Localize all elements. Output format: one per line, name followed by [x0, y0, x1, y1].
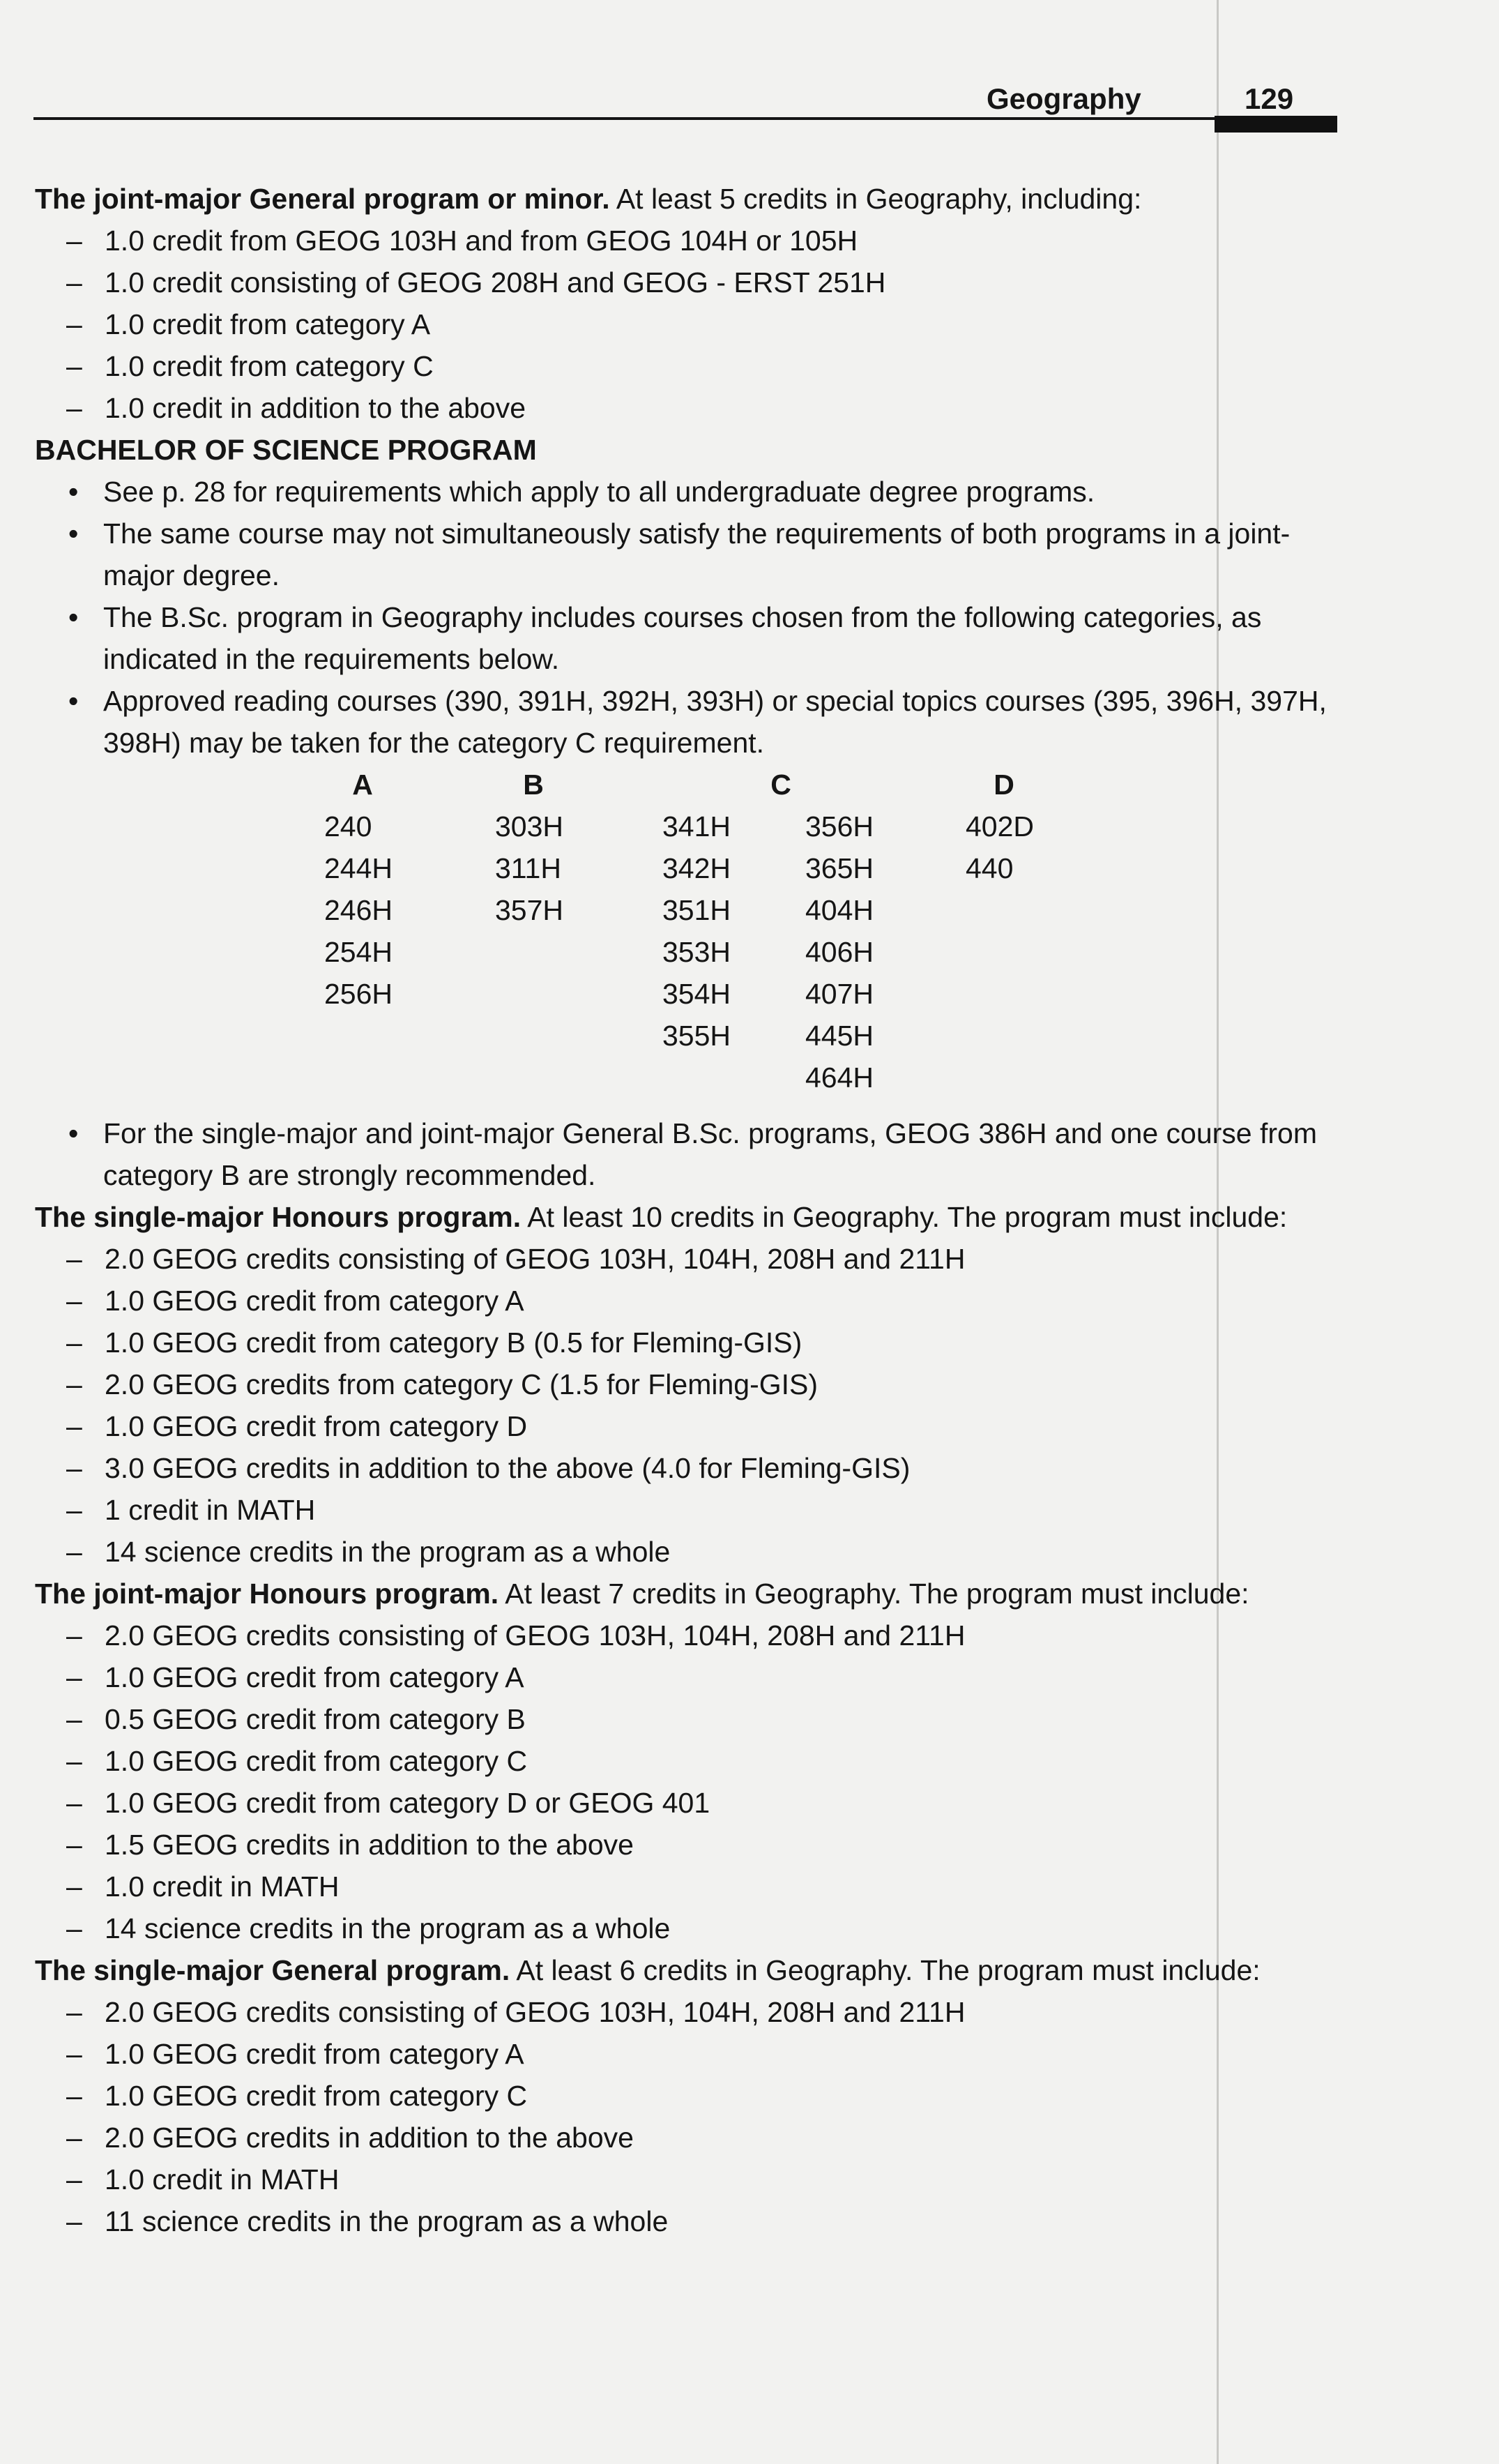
list-item: – 1.0 credit consisting of GEOG 208H and GEOG - ERST 251H	[35, 262, 1346, 303]
list-item: – 2.0 GEOG credits consisting of GEOG 103H, 104H, 208H and 211H	[35, 1991, 1346, 2033]
list-item: – 0.5 GEOG credit from category B	[35, 1698, 1346, 1740]
category-table	[35, 764, 1346, 1112]
list-item: – 1.0 GEOG credit from category A	[35, 1280, 1346, 1322]
list-item: – 3.0 GEOG credits in addition to the above (4.0 for Fleming-GIS)	[35, 1447, 1346, 1489]
course-code: 404H	[805, 894, 874, 926]
course-code: 351H	[662, 894, 731, 926]
course-code: 246H	[324, 894, 393, 926]
list-item: – 1.0 credit from category A	[35, 303, 1346, 345]
list-item: – 1.0 GEOG credit from category A	[35, 1656, 1346, 1698]
category-column-b	[495, 764, 572, 931]
category-column-d	[966, 764, 1042, 889]
bsc-bullet: • See p. 28 for requirements which apply to all undergraduate degree programs.	[35, 471, 1346, 513]
bsc-bullet: • The same course may not simultaneously satisfy the requirements of both programs in a joint- major degree.	[35, 513, 1346, 596]
single-general-heading: The single-major General program. At least 6 credits in Geography. The program must include:	[35, 1954, 1261, 1986]
list-item: – 1.0 GEOG credit from category A	[35, 2033, 1346, 2075]
list-item: – 1.0 GEOG credit from category B (0.5 for Fleming-GIS)	[35, 1322, 1346, 1363]
list-item: – 1.0 credit in MATH	[35, 2159, 1346, 2200]
single-honours-list	[35, 1238, 1346, 1573]
joint-general-heading: The joint-major General program or minor. At least 5 credits in Geography, including:	[35, 183, 1142, 215]
list-item: – 11 science credits in the program as a whole	[35, 2200, 1346, 2242]
single-general-list	[35, 1991, 1346, 2242]
list-item: – 1 credit in MATH	[35, 1489, 1346, 1531]
bsc-recommendation: • For the single-major and joint-major General B.Sc. programs, GEOG 386H and one course from category B are strongly recommended.	[35, 1112, 1346, 1196]
course-code: 407H	[805, 978, 874, 1010]
course-code: 354H	[662, 978, 731, 1010]
category-header: C	[770, 769, 791, 801]
course-code: 365H	[805, 852, 874, 884]
course-code: 356H	[805, 810, 874, 842]
category-column-a	[324, 764, 401, 1015]
page-content	[35, 178, 1346, 2242]
course-code: 311H	[495, 852, 561, 884]
category-column-c	[662, 764, 791, 1057]
course-code: 244H	[324, 852, 393, 884]
joint-general-list	[35, 220, 1346, 429]
course-code: 357H	[495, 894, 564, 926]
page-number: 129	[1245, 82, 1294, 115]
course-code: 342H	[662, 852, 731, 884]
course-code: 303H	[495, 810, 564, 842]
running-header-title: Geography	[987, 82, 1141, 115]
course-code: 406H	[805, 936, 874, 968]
list-item: – 1.0 GEOG credit from category C	[35, 1740, 1346, 1782]
header-tab	[1215, 116, 1337, 133]
course-code: 355H	[662, 1020, 731, 1052]
list-item: – 1.0 GEOG credit from category D	[35, 1405, 1346, 1447]
list-item: – 14 science credits in the program as a whole	[35, 1531, 1346, 1573]
category-column-c-continued	[805, 764, 874, 1098]
list-item: – 1.5 GEOG credits in addition to the above	[35, 1824, 1346, 1866]
course-code: 445H	[805, 1020, 874, 1052]
list-item: – 1.0 GEOG credit from category D or GEOG 401	[35, 1782, 1346, 1824]
joint-honours-list	[35, 1615, 1346, 1949]
list-item: – 14 science credits in the program as a whole	[35, 1907, 1346, 1949]
category-header: D	[994, 769, 1014, 801]
bsc-bullet: • Approved reading courses (390, 391H, 392H, 393H) or special topics courses (395, 396H, 397H, 398H) may be taken for the category C requirement.	[35, 680, 1346, 764]
bsc-heading: BACHELOR OF SCIENCE PROGRAM	[35, 434, 537, 466]
course-code: 341H	[662, 810, 731, 842]
list-item: – 2.0 GEOG credits consisting of GEOG 103H, 104H, 208H and 211H	[35, 1615, 1346, 1656]
list-item: – 1.0 GEOG credit from category C	[35, 2075, 1346, 2117]
list-item: – 1.0 credit from GEOG 103H and from GEOG 104H or 105H	[35, 220, 1346, 262]
joint-honours-heading: The joint-major Honours program. At least 7 credits in Geography. The program must include:	[35, 1578, 1249, 1610]
category-header: A	[352, 769, 373, 801]
course-code: 254H	[324, 936, 393, 968]
header-rule	[33, 117, 1337, 120]
list-item: – 2.0 GEOG credits consisting of GEOG 103H, 104H, 208H and 211H	[35, 1238, 1346, 1280]
course-code: 353H	[662, 936, 731, 968]
list-item: – 1.0 credit from category C	[35, 345, 1346, 387]
course-code: 402D	[966, 810, 1035, 842]
list-item: – 2.0 GEOG credits from category C (1.5 for Fleming-GIS)	[35, 1363, 1346, 1405]
list-item: – 1.0 credit in MATH	[35, 1866, 1346, 1907]
course-code: 240	[324, 810, 372, 842]
course-code: 256H	[324, 978, 393, 1010]
bsc-bullet: • The B.Sc. program in Geography includes courses chosen from the following categories, as indicated in the requirements below.	[35, 596, 1346, 680]
list-item: – 2.0 GEOG credits in addition to the above	[35, 2117, 1346, 2159]
category-header: B	[523, 769, 544, 801]
course-code: 440	[966, 852, 1014, 884]
course-code: 464H	[805, 1061, 874, 1094]
single-honours-heading: The single-major Honours program. At least 10 credits in Geography. The program must include:	[35, 1201, 1288, 1233]
list-item: – 1.0 credit in addition to the above	[35, 387, 1346, 429]
